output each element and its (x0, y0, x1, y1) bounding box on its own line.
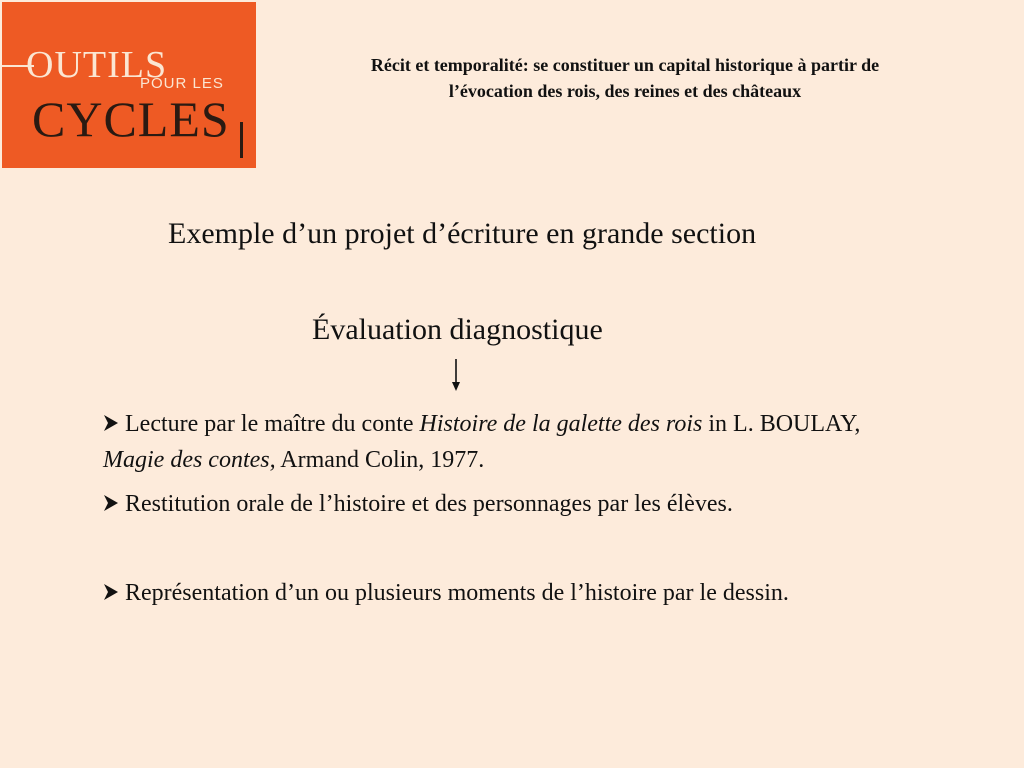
header-title-line-1: Récit et temporalité: se constituer un capital historique à partir de (370, 55, 880, 75)
bullet-item (103, 486, 863, 522)
outils-pour-les-cycles-logo (2, 2, 256, 168)
logo-word-outils: OUTILS (26, 44, 168, 86)
bullet-1-text-in: in L. BOULAY, (702, 411, 861, 437)
bullet-3-text: Représentation d’un ou plusieurs moments de l’histoire par le dessin. (125, 580, 789, 606)
logo-word-pour-les: POUR LES (140, 75, 224, 92)
arrowhead-bullet-icon (103, 583, 119, 601)
arrowhead-bullet-icon (103, 414, 119, 432)
logo-bar (240, 122, 243, 158)
bullet-2-text: Restitution orale de l’histoire et des personnages par les élèves. (125, 491, 733, 517)
header-title-line-2: l’évocation des rois, des reines et des châteaux (448, 81, 802, 101)
arrowhead-bullet-icon (103, 494, 119, 512)
logo-word-cycles: CYCLES (32, 91, 230, 147)
bullet-1-book-title: Histoire de la galette des rois (419, 411, 703, 437)
down-arrow-icon (446, 358, 466, 392)
evaluation-heading: Évaluation diagnostique (312, 313, 603, 346)
slide-subtitle: Exemple d’un projet d’écriture en grande section (168, 217, 757, 250)
bullet-item (103, 406, 863, 478)
header-title (290, 52, 960, 104)
bullet-1-text: Lecture par le maître du conte (125, 411, 420, 437)
bullet-1-publisher: Armand Colin, 1977. (275, 447, 485, 473)
bullet-1-collection-title: Magie des contes, (103, 447, 276, 473)
bullet-item (103, 575, 863, 611)
